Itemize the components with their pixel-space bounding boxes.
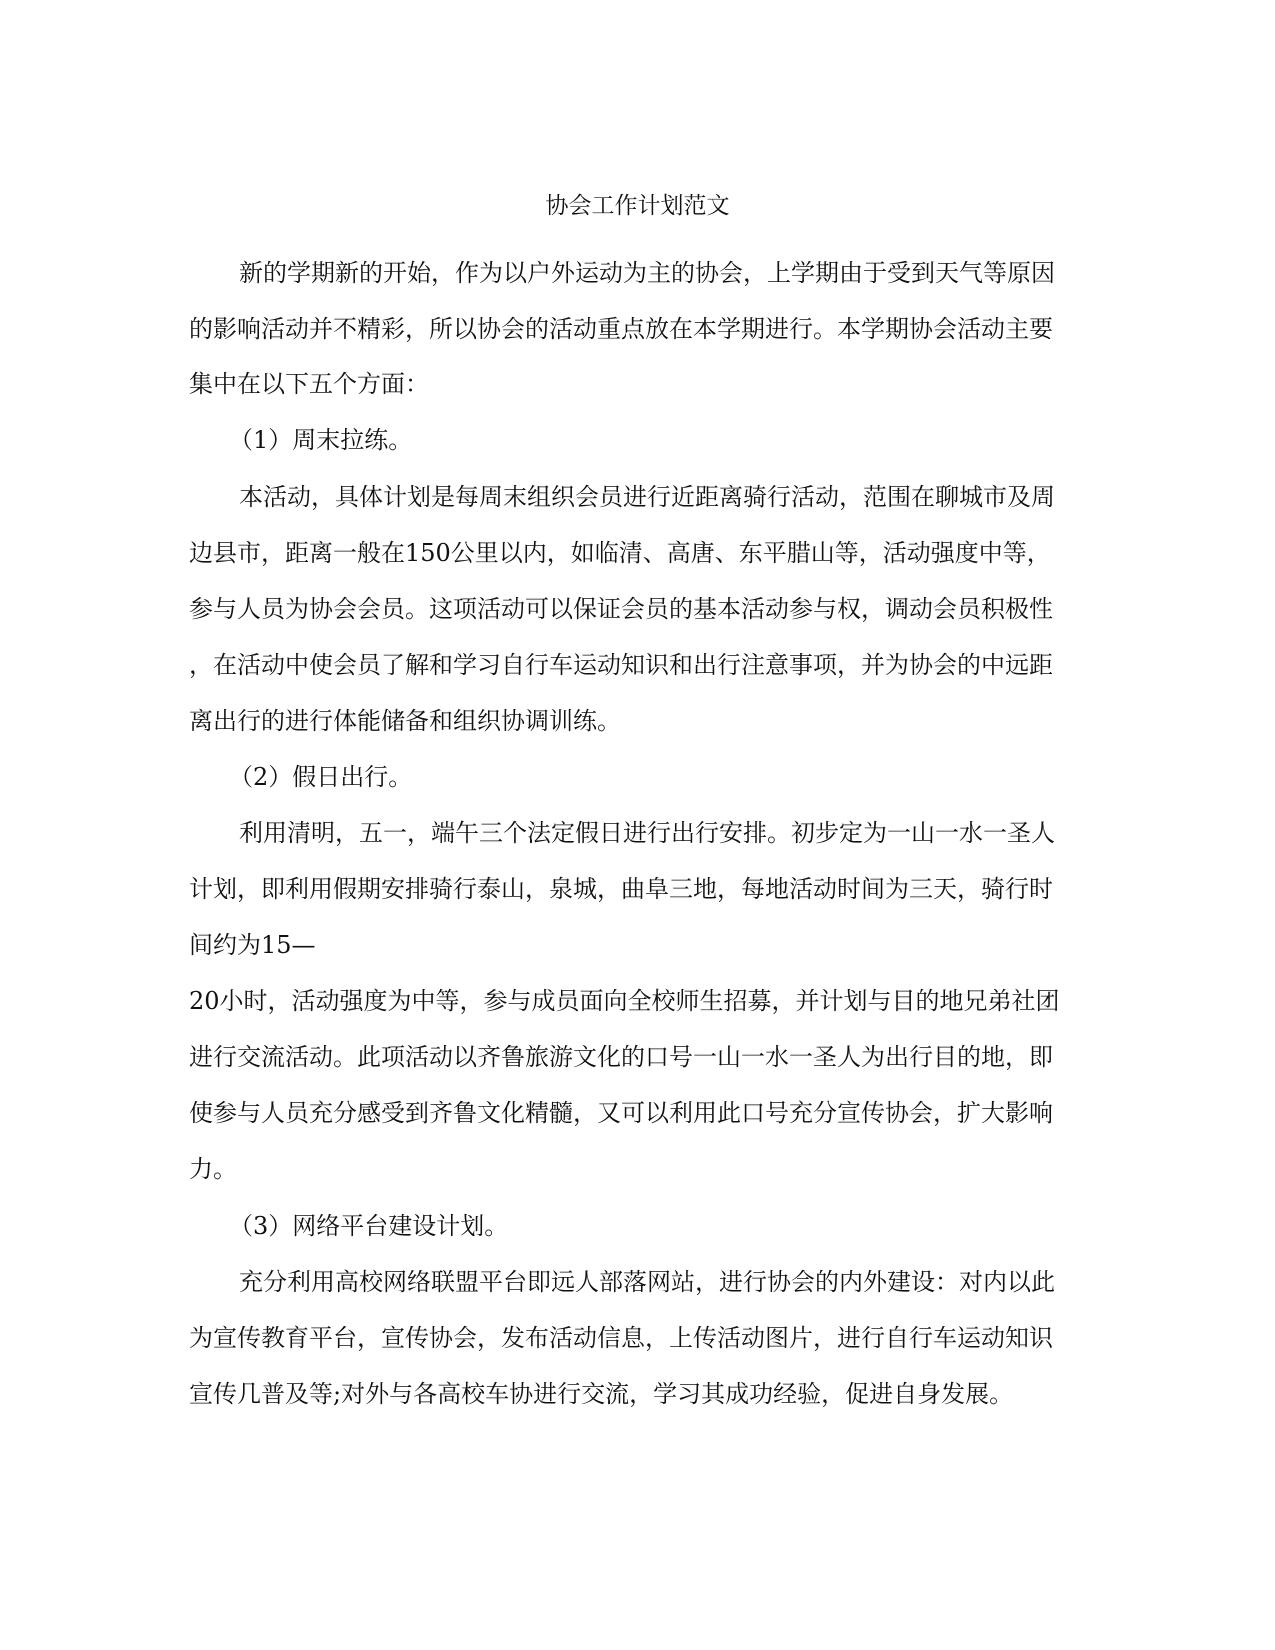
- paragraph-line: 使参与人员充分感受到齐鲁文化精髓，又可以利用此口号充分宣传协会，扩大影响: [189, 1099, 1053, 1127]
- paragraph-line: 新的学期新的开始，作为以户外运动为主的协会，上学期由于受到天气等原因: [239, 259, 1055, 287]
- paragraph-line: 宣传几普及等;对外与各高校车协进行交流，学习其成功经验，促进自身发展。: [189, 1380, 1014, 1408]
- section-heading: （2）假日出行。: [229, 763, 413, 791]
- paragraph-line: 充分利用高校网络联盟平台即远人部落网站，进行协会的内外建设：对内以此: [239, 1268, 1055, 1296]
- paragraph-line: 20小时，活动强度为中等，参与成员面向全校师生招募，并计划与目的地兄弟社团: [189, 987, 1060, 1015]
- paragraph-line: 离出行的进行体能储备和组织协调训练。: [189, 707, 621, 735]
- paragraph-line: 边县市，距离一般在150公里以内，如临清、高唐、东平腊山等，活动强度中等，: [189, 539, 1051, 567]
- paragraph-line: 本活动，具体计划是每周末组织会员进行近距离骑行活动，范围在聊城市及周: [239, 483, 1055, 511]
- paragraph-line: 利用清明，五一，端午三个法定假日进行出行安排。初步定为一山一水一圣人: [239, 819, 1055, 847]
- paragraph-line: 计划，即利用假期安排骑行泰山，泉城，曲阜三地，每地活动时间为三天，骑行时: [189, 875, 1053, 903]
- paragraph-line: 的影响活动并不精彩，所以协会的活动重点放在本学期进行。本学期协会活动主要: [189, 315, 1053, 343]
- document-title: 协会工作计划范文: [545, 193, 730, 219]
- paragraph-line: 力。: [189, 1155, 237, 1183]
- section-heading: （3）网络平台建设计划。: [229, 1212, 509, 1240]
- paragraph-line: 间约为15—: [189, 931, 316, 959]
- paragraph-line: 集中在以下五个方面：: [189, 370, 429, 398]
- paragraph-line: 为宣传教育平台，宣传协会，发布活动信息，上传活动图片，进行自行车运动知识: [189, 1324, 1053, 1352]
- paragraph-line: 进行交流活动。此项活动以齐鲁旅游文化的口号一山一水一圣人为出行目的地，即: [189, 1043, 1053, 1071]
- section-heading: （1）周末拉练。: [229, 426, 413, 454]
- paragraph-line: ，在活动中使会员了解和学习自行车运动知识和出行注意事项，并为协会的中远距: [189, 651, 1053, 679]
- paragraph-line: 参与人员为协会会员。这项活动可以保证会员的基本活动参与权，调动会员积极性: [189, 595, 1053, 623]
